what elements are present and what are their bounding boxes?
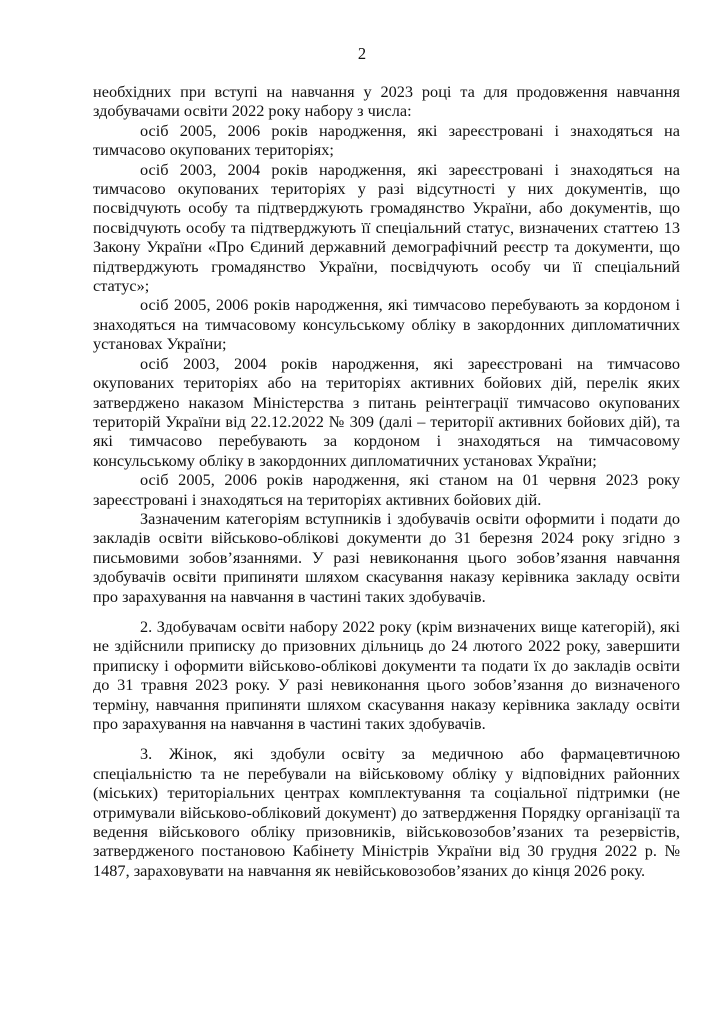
paragraph-item-3: 3. Жінок, які здобули освіту за медичною або фармацевтичною спеціальністю та не перебували на військовому обліку у відповідних районних (міських) територіальних центрах комплектування та соціальної підтримки (не отримували військово-обліковий документ) до затвердження Порядку організації та ведення військового обліку призовників, військовозобов’язаних та резервістів, затвердженого постановою Кабінету Міністрів України від 30 грудня 2022 р. № 1487, зараховувати на навчання як невійськовозобов’язаних до кінця 2026 року.: [93, 744, 680, 880]
list-item-2003-2004-abroad: осіб 2003, 2004 років народження, які зареєстровані на тимчасово окупованих територіях або на територіях активних бойових дій, перелік яких затверджено наказом Міністерства з питань реінтеграції тимчасово окупованих територій України від 22.12.2022 № 309 (далі – території активних бойових дій), та які тимчасово перебувають за кордоном і знаходяться на тимчасовому консульському обліку в закордонних дипломатичних установах України;: [93, 353, 680, 470]
list-item-2005-2006-abroad: осіб 2005, 2006 років народження, які тимчасово перебувають за кордоном і знаходяться на тимчасовому консульському обліку в закордонних дипломатичних установах України;: [93, 295, 680, 354]
list-item-2005-2006-combat-zones: осіб 2005, 2006 років народження, які станом на 01 червня 2023 року зареєстровані і знаходяться на територіях активних бойових дій.: [93, 470, 680, 509]
paragraph-item-2: 2. Здобувачам освіти набору 2022 року (крім визначених вище категорій), які не здійснили приписку до призовних дільниць до 24 лютого 2022 року, завершити приписку і оформити військово-облікові документи та подати їх до закладів освіти до 31 травня 2023 року. У разі невиконання цього зобов’язання до визначеного терміну, навчання припиняти шляхом скасування наказу керівника закладу освіти про зарахування на навчання в частині таких здобувачів.: [93, 616, 680, 733]
document-body: [93, 82, 680, 880]
list-item-2003-2004-occupied: осіб 2003, 2004 років народження, які зареєстровані і знаходяться на тимчасово окупованих територіях у разі відсутності у них документів, що посвідчують особу та підтверджують громадянство України, або документів, що посвідчують особу та підтверджують її спеціальний статус, визначених статтею 13 Закону України «Про Єдиний державний демографічний реєстр та документи, що підтверджують громадянство України, посвідчують особу чи її спеціальний статус»;: [93, 159, 680, 296]
paragraph-intro: необхідних при вступі на навчання у 2023 році та для продовження навчання здобувачами освіти 2022 року набору з числа:: [93, 82, 680, 121]
list-item-2005-2006-occupied: осіб 2005, 2006 років народження, які зареєстровані і знаходяться на тимчасово окупованих територіях;: [93, 120, 680, 160]
page-number: 2: [357, 44, 367, 63]
paragraph-categories-deadline: Зазначеним категоріям вступників і здобувачів освіти оформити і подати до закладів освіти військово-облікові документи до 31 березня 2024 року згідно з письмовими зобов’язаннями. У разі невиконання цього зобов’язання навчання здобувачів освіти припиняти шляхом скасування наказу керівника закладу освіти про зарахування на навчання в частині таких здобувачів.: [93, 508, 680, 606]
